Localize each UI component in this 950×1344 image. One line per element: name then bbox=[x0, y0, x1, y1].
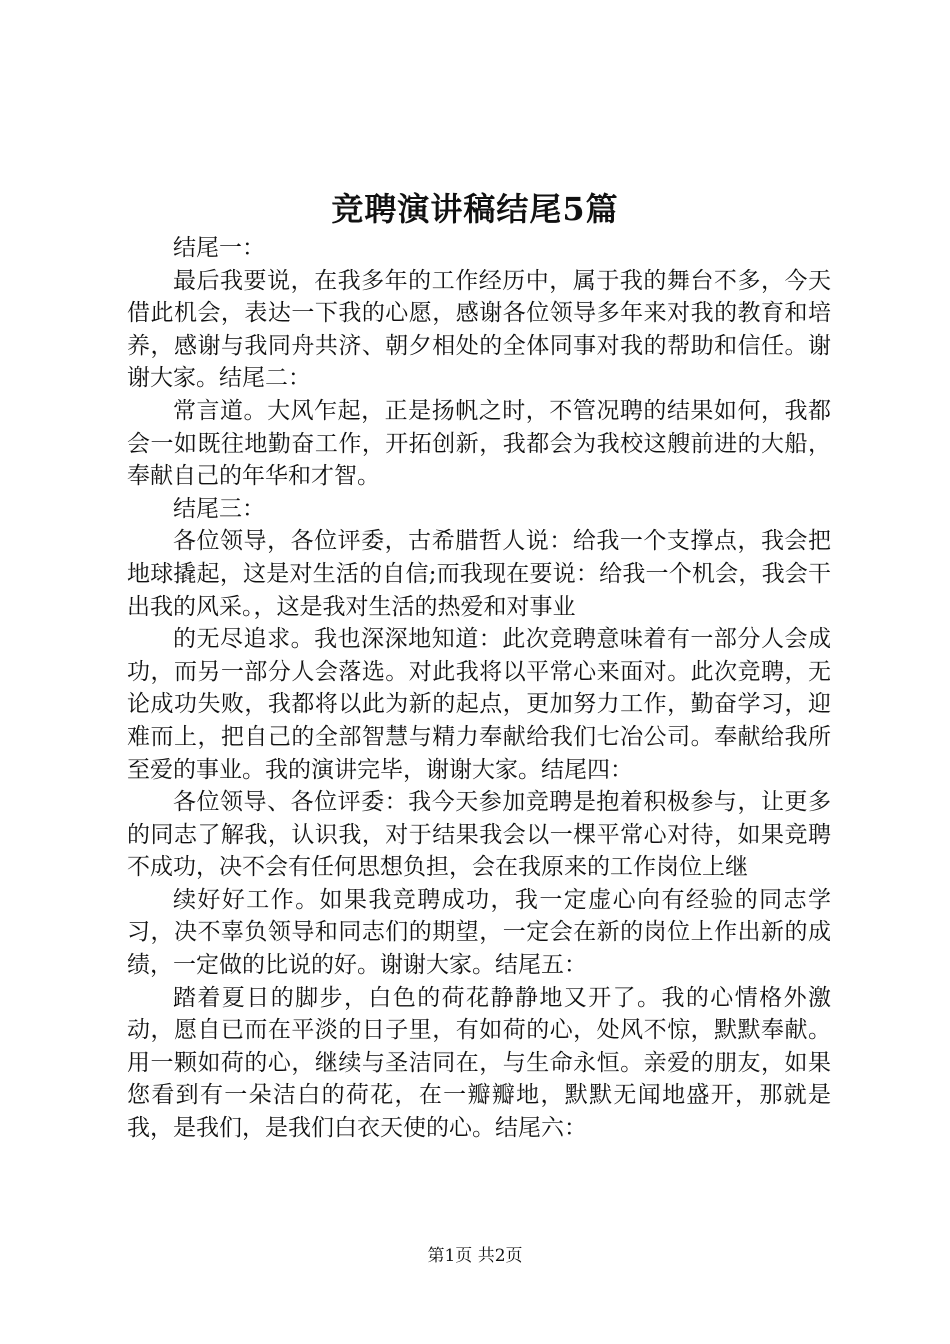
paragraph: 踏着夏日的脚步，白色的荷花静静地又开了。我的心情格外激动，愿自已而在平淡的日子里，有如荷的心，处风不惊，默默奉献。用一颗如荷的心，继续与圣洁同在，与生命永恒。亲爱的朋友，如果您看到有一朵洁白的荷花，在一瓣瓣地，默默无闻地盛开，那就是我，是我们，是我们白衣天使的心。结尾六： bbox=[127, 984, 831, 1142]
paragraph: 常言道。大风乍起，正是扬帆之时，不管况聘的结果如何，我都会一如既往地勤奋工作，开拓创新，我都会为我校这艘前进的大船，奉献自己的年华和才智。 bbox=[127, 397, 831, 490]
document-title: 竞聘演讲稿结尾5篇 bbox=[331, 190, 619, 228]
paragraph: 续好好工作。如果我竞聘成功，我一定虚心向有经验的同志学习，决不辜负领导和同志们的期望，一定会在新的岗位上作出新的成绩，一定做的比说的好。谢谢大家。结尾五： bbox=[127, 886, 831, 979]
paragraph: 结尾一： bbox=[173, 235, 265, 261]
paragraph: 最后我要说，在我多年的工作经历中，属于我的舞台不多，今天借此机会，表达一下我的心愿，感谢各位领导多年来对我的教育和培养，感谢与我同舟共济、朝夕相处的全体同事对我的帮助和信任。谢谢大家。结尾二： bbox=[127, 267, 831, 392]
paragraph: 各位领导，各位评委，古希腊哲人说：给我一个支撑点，我会把地球撬起，这是对生活的自信;而我现在要说：给我一个机会，我会干出我的风采。，这是我对生活的热爱和对事业 bbox=[127, 528, 831, 620]
page-number-footer: 第1页 共2页 bbox=[427, 1246, 523, 1266]
paragraph: 结尾三： bbox=[173, 495, 265, 522]
paragraph: 的无尽追求。我也深深地知道：此次竞聘意味着有一部分人会成功，而另一部分人会落选。对此我将以平常心来面对。此次竞聘，无论成功失败，我都将以此为新的起点，更加努力工作，勤奋学习，迎难而上，把自己的全部智慧与精力奉献给我们七冶公司。奉献给我所至爱的事业。我的演讲完毕，谢谢大家。结尾四： bbox=[127, 626, 831, 783]
document-body bbox=[127, 232, 831, 1145]
paragraph: 各位领导、各位评委：我今天参加竞聘是抱着积极参与，让更多的同志了解我，认识我，对于结果我会以一棵平常心对待，如果竞聘不成功，决不会有任何思想负担，会在我原来的工作岗位上继 bbox=[127, 789, 831, 881]
